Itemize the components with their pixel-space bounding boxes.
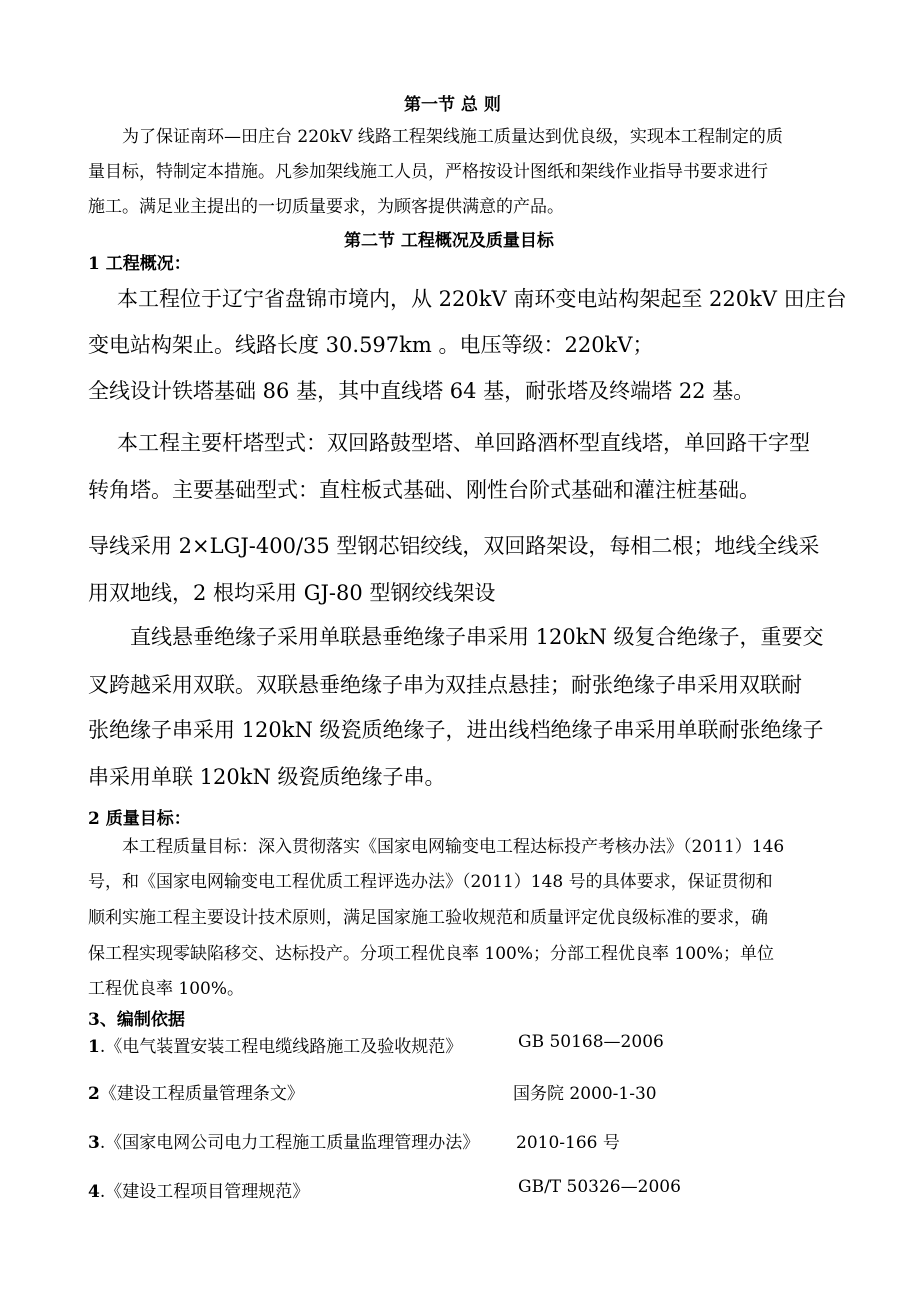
reference-item <box>88 1177 309 1202</box>
overview-line: 张绝缘子串采用 120kN 级瓷质绝缘子，进出线档绝缘子串采用单联耐张绝缘子 <box>88 718 824 742</box>
reference-number: 1 <box>88 1037 100 1057</box>
reference-item <box>88 1079 304 1104</box>
reference-code: GB/T 50326—2006 <box>518 1177 681 1197</box>
section-1-title: 第一节 总 则 <box>404 95 501 115</box>
paragraph-line: 量目标，特制定本措施。凡参加架线施工人员，严格按设计图纸和架线作业指导书要求进行 <box>88 162 768 182</box>
overview-line: 变电站构架止。线路长度 30.597km 。电压等级：220kV； <box>88 333 654 357</box>
reference-separator: . <box>99 1037 106 1057</box>
reference-title: 《建设工程项目管理规范》 <box>105 1182 310 1202</box>
overview-line: 串采用单联 120kN 级瓷质绝缘子串。 <box>88 765 446 789</box>
overview-line: 本工程位于辽宁省盘锦市境内，从 220kV 南环变电站构架起至 220kV 田庄台 <box>117 287 847 311</box>
overview-line: 导线采用 2×LGJ-400/35 型钢芯铝绞线，双回路架设，每相二根；地线全线采 <box>88 534 820 558</box>
reference-number: 3 <box>88 1133 100 1153</box>
quality-line: 号，和《国家电网输变电工程优质工程评选办法》（2011）148 号的具体要求，保证贯彻和 <box>88 872 773 892</box>
quality-line: 本工程质量目标：深入贯彻落实《国家电网输变电工程达标投产考核办法》（2011）146 <box>122 837 785 857</box>
reference-title: 《建设工程质量管理条文》 <box>99 1084 304 1104</box>
overview-line: 本工程主要杆塔型式：双回路鼓型塔、单回路酒杯型直线塔，单回路干字型 <box>117 431 810 455</box>
overview-line: 用双地线，2 根均采用 GJ-80 型钢绞线架设 <box>88 581 496 605</box>
quality-line: 顺利实施工程主要设计技术原则，满足国家施工验收规范和质量评定优良级标准的要求，确 <box>88 908 768 928</box>
reference-item <box>88 1128 479 1153</box>
reference-code: 国务院 2000-1-30 <box>513 1084 657 1104</box>
basis-heading: 3、编制依据 <box>88 1010 185 1030</box>
reference-item <box>88 1032 462 1057</box>
reference-title: 《国家电网公司电力工程施工质量监理管理办法》 <box>105 1133 480 1153</box>
reference-separator: . <box>99 1133 106 1153</box>
section-2-title: 第二节 工程概况及质量目标 <box>344 231 554 251</box>
paragraph-line: 施工。满足业主提出的一切质量要求，为顾客提供满意的产品。 <box>88 197 564 217</box>
quality-line: 保工程实现零缺陷移交、达标投产。分项工程优良率 100%；分部工程优良率 100%；单位 <box>88 944 775 964</box>
reference-number: 2 <box>88 1084 100 1104</box>
overview-heading: 1 工程概况： <box>88 254 191 274</box>
reference-separator: . <box>99 1182 106 1202</box>
reference-number: 4 <box>88 1182 100 1202</box>
quality-heading: 2 质量目标： <box>88 809 191 829</box>
overview-line: 全线设计铁塔基础 86 基，其中直线塔 64 基，耐张塔及终端塔 22 基。 <box>88 379 755 403</box>
reference-code: GB 50168—2006 <box>518 1032 664 1052</box>
overview-line: 叉跨越采用双联。双联悬垂绝缘子串为双挂点悬挂；耐张绝缘子串采用双联耐 <box>88 673 802 697</box>
reference-title: 《电气装置安装工程电缆线路施工及验收规范》 <box>105 1037 463 1057</box>
reference-code: 2010-166 号 <box>516 1133 620 1153</box>
quality-line: 工程优良率 100%。 <box>88 979 245 999</box>
overview-line: 直线悬垂绝缘子采用单联悬垂绝缘子串采用 120kN 级复合绝缘子，重要交 <box>130 625 824 649</box>
paragraph-line: 为了保证南环—田庄台 220kV 线路工程架线施工质量达到优良级，实现本工程制定的质 <box>122 127 783 147</box>
overview-line: 转角塔。主要基础型式：直柱板式基础、刚性台阶式基础和灌注桩基础。 <box>88 478 760 502</box>
